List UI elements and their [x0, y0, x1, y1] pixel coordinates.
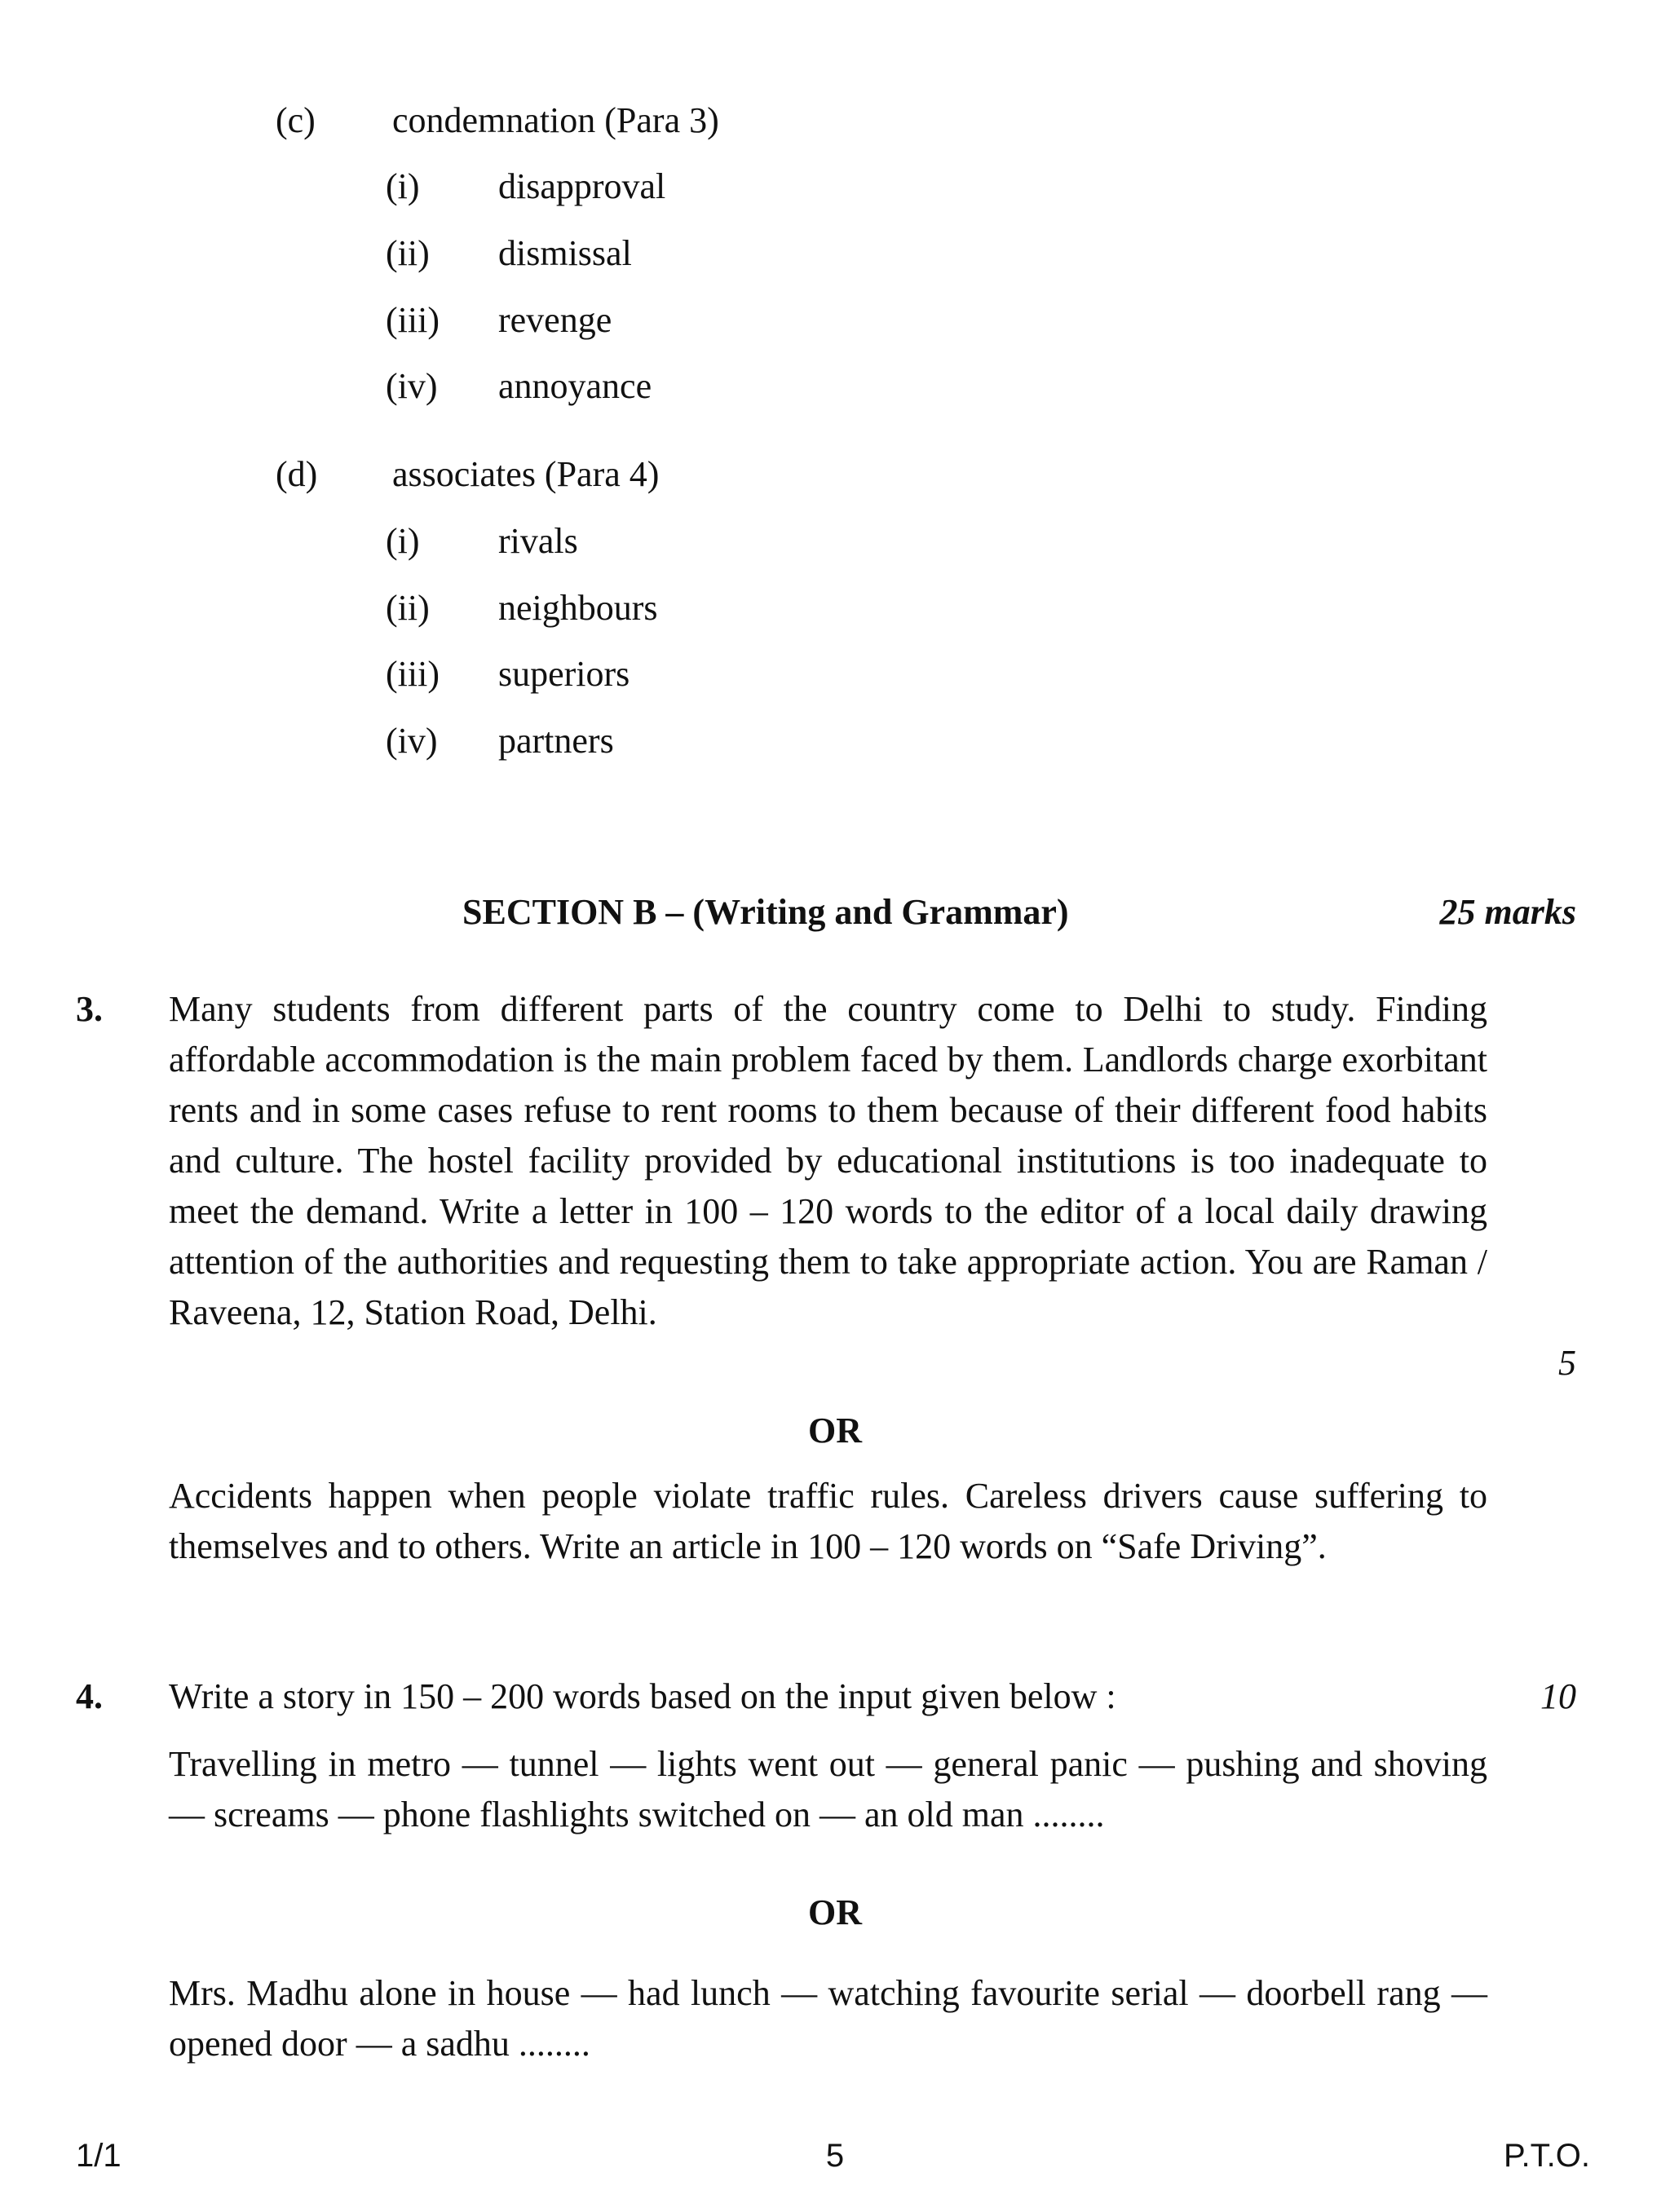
or-separator: OR — [808, 1892, 862, 1932]
option-text: superiors — [498, 654, 630, 694]
question-marks: 5 — [1558, 1343, 1576, 1383]
q2c-word: condemnation (Para 3) — [392, 100, 719, 140]
option-text: revenge — [498, 300, 612, 340]
option-number: (ii) — [386, 588, 430, 628]
option-text: partners — [498, 721, 614, 761]
option-number: (iii) — [386, 300, 440, 340]
question-number: 3. — [76, 989, 103, 1029]
option-text: neighbours — [498, 588, 658, 628]
option-text: annoyance — [498, 366, 652, 406]
option-number: (iv) — [386, 721, 438, 761]
q2d-label: (d) — [276, 454, 318, 494]
question-number: 4. — [76, 1676, 103, 1716]
question-text: Many students from different parts of the country come to Delhi to study. Finding affordable accommodation is the main problem faced by them. Landlords charge exorbitant rents and in some cases refuse to rent rooms to them because of their different food habits and culture. The hostel facility provided by educational institutions is too inadequate to meet the demand. Write a letter in 100 – 120 words to the editor of a local daily drawing attention of the authorities and requesting them to take appropriate action. You are Raman / Raveena, 12, Station Road, Delhi. — [169, 989, 1487, 1332]
section-title: SECTION B – (Writing and Grammar) — [462, 892, 1069, 932]
option-text: rivals — [498, 521, 578, 561]
q2d-word: associates (Para 4) — [392, 454, 660, 494]
story-input-text: Travelling in metro — tunnel — lights went out — general panic — pushing and shoving — screams — phone flashlights switched on — an old man ........ — [169, 1744, 1487, 1835]
story-alternative-text: Mrs. Madhu alone in house — had lunch — watching favourite serial — doorbell rang — opened door — a sadhu ........ — [169, 1973, 1487, 2064]
page-number: 5 — [825, 2138, 845, 2174]
q2c-label: (c) — [276, 100, 316, 140]
section-marks: 25 marks — [1439, 892, 1576, 932]
option-text: dismissal — [498, 233, 632, 273]
question-alternative-text: Accidents happen when people violate traffic rules. Careless drivers cause suffering to themselves and to others. Write an article in 100 – 120 words on “Safe Driving”. — [169, 1476, 1487, 1566]
option-number: (i) — [386, 521, 420, 561]
option-number: (iii) — [386, 654, 440, 694]
question-marks: 10 — [1540, 1676, 1576, 1716]
footer-code: 1/1 — [76, 2138, 121, 2174]
question-prompt: Write a story in 150 – 200 words based on the input given below : — [169, 1676, 1116, 1716]
footer-pto: P.T.O. — [1504, 2138, 1590, 2174]
option-number: (i) — [386, 166, 420, 206]
option-number: (ii) — [386, 233, 430, 273]
or-separator: OR — [808, 1411, 862, 1450]
option-number: (iv) — [386, 366, 438, 406]
option-text: disapproval — [498, 166, 666, 206]
